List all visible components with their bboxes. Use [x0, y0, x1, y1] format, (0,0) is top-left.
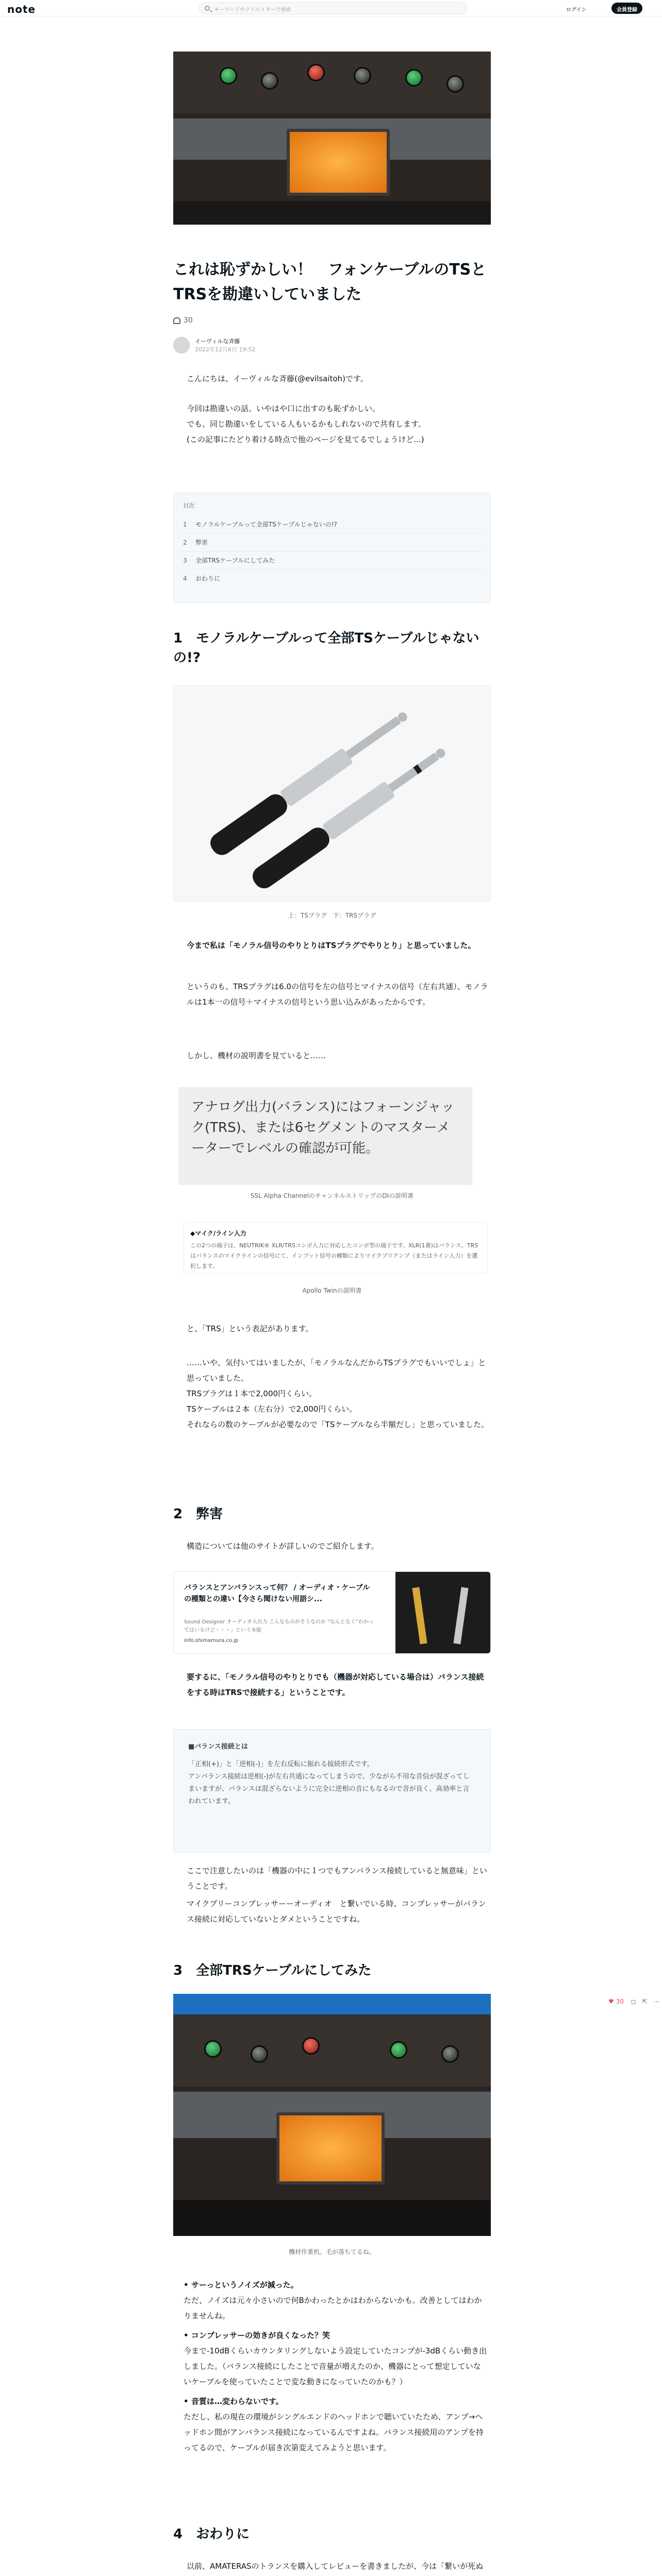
- list-item: • 音質は…変わらないです。 ただし、私の現在の環境がシングルエンドのヘッドホンで聴いていたため、アンプ→ヘッドホン間がアンバランス接続になっているんですよね。バランス接続用のアンプを持ってるので、ケーブルが届き次第変えてみようと思います。: [184, 2397, 484, 2452]
- balance-quote: ■バランス接続とは 「正相(+)」と「逆相(-)」を左右反転に振れる接続形式です。 アンバランス接続は逆相(-)が左右共通になってしまうので、少ながら不用な音信が混ざってしまいますが、バランスは混ざらないように完全に逆相の音にもなるので音が良く、高効率と言われています。: [173, 1729, 491, 1853]
- sec1-para-4a: ……いや、気付いてはいましたが、「モノラルなんだからTSプラグでもいいでしょ」と思っていました。: [187, 1358, 486, 1383]
- article-title: これは恥ずかしい！ フォンケーブルのTSとTRSを勘違いしていました: [173, 261, 487, 303]
- desk-caption: 機材作業机。毛が落ちてるね。: [289, 2248, 375, 2256]
- sec4-para-1: 以前、AMATERASのトランスを購入してレビューを書きましたが、今は「繋いが死ぬ: [187, 2562, 484, 2571]
- result-list: [184, 2277, 488, 2455]
- toc-heading: 目次: [183, 502, 194, 509]
- toc-item[interactable]: 2 弊害: [183, 534, 481, 552]
- plug-caption: 上：TSプラグ 下：TRSプラグ: [288, 912, 376, 919]
- section-1-heading: 1 モノラルケーブルって全部TSケーブルじゃないの!?: [173, 631, 479, 666]
- section-2-heading: 2 弊害: [173, 1506, 223, 1522]
- section-3-heading: 3 全部TRSケーブルにしてみた: [173, 1963, 372, 1978]
- sec1-para-4c: TSケーブルは２本（左右分）で2,000円くらい。: [187, 1404, 357, 1414]
- like-button[interactable]: ♥ 30: [608, 1998, 624, 2005]
- sec1-para-1b: というのも、TRSプラグは6.0の信号を左の信号とマイナスの信号（左右共通）、モノラルは1本一の信号＋マイナスの信号という思い込みがあったからです。: [187, 982, 488, 1007]
- card-thumbnail: [395, 1572, 491, 1654]
- signup-button[interactable]: 会員登録: [611, 3, 642, 14]
- login-button[interactable]: ログイン: [566, 7, 587, 13]
- sec2-para-2: 要するに、「モノラル信号のやりとりでも（機器が対応している場合は）バランス接続をする時はTRSで接続する」ということです。: [187, 1672, 484, 1697]
- site-header: [0, 0, 662, 16]
- author-info[interactable]: [173, 335, 379, 355]
- list-item: • サーっというノイズが減った。 ただ、ノイズは元々小さいので何Bかわったとかはわからないかも。改善としてはわかりませんね。: [184, 2280, 482, 2320]
- sec1-para-2: しかし、機材の説明書を見ていると……: [187, 1051, 326, 1060]
- intro-line-1: こんにちは、イーヴィルな斉藤(@evilsaitoh)です。: [187, 374, 368, 383]
- sec2-para-3b: マイクプリーコンプレッサーーオーディオ と繋いでいる時、コンプレッサーがバランス接続に対応していないとダメということですね。: [187, 1899, 486, 1924]
- hero-image: [173, 52, 491, 225]
- plug-photo: [174, 686, 490, 901]
- plug-image: [173, 685, 491, 902]
- intro-line-4: (この記事にたどり着ける時点で他のページを見てるでしょうけど...): [187, 435, 424, 444]
- apollo-caption: Apollo Twinの説明書: [302, 1287, 362, 1294]
- table-of-contents: [173, 493, 491, 603]
- author-name[interactable]: イーヴィルな斉藤: [195, 338, 240, 345]
- sec1-para-1a: 今まで私は「モノラル信号のやりとりはTSプラグでやりとり」と思っていました。: [187, 941, 476, 950]
- heart-icon: [173, 317, 180, 324]
- avatar[interactable]: [173, 337, 190, 353]
- toc-item[interactable]: 3 全部TRSケーブルにしてみた: [183, 552, 481, 570]
- ssl-manual-image: [178, 1087, 472, 1185]
- search-input[interactable]: キーワードやクリエイターで検索: [199, 2, 467, 14]
- ssl-caption: SSL Alpha ChannelのチャンネルストリップのDIの説明書: [250, 1192, 414, 1199]
- share-icon[interactable]: ⇱: [642, 1998, 648, 2005]
- intro-line-2: 今回は勘違いの話。いやはや口に出すのも恥ずかしい。: [187, 404, 380, 413]
- sec2-para-3a: ここで注意したいのは「機器の中に１つでもアンバランス接続していると無意味」ということです。: [187, 1866, 487, 1891]
- link-card-shimamura[interactable]: バランスとアンバランスって何？ / オーディオ・ケーブルの種類との違い【今さら聞けない用語シ... Sound Designer オーディオ入出力 こんなものがそうなのか "なんとなく”わかってはいるけど・・・」という本能 info.shimamura.co.jp: [173, 1571, 491, 1654]
- list-item: • コンプレッサーの効きが良くなった？笑 今まで-10dBくらいカウンタリングしないよう設定していたコンプが-3dBくらい動き出しました。（バランス接続にしたことで音量が増えたのか、機器にとって想定していないケーブルを使っていたことで変な動きになっていたのかも？）: [184, 2331, 487, 2386]
- intro-line-3: でも、同じ勘違いをしている人もいるかもしれないので共有します。: [187, 419, 426, 429]
- desk-image: [173, 1994, 491, 2236]
- toc-item[interactable]: 4 おわりに: [183, 575, 221, 582]
- section-4-heading: 4 おわりに: [173, 2527, 250, 2542]
- sec1-para-4b: TRSプラグは１本で2,000円くらい。: [187, 1389, 317, 1398]
- sec1-para-4d: それならの数のケーブルが必要なので「TSケーブルなら半額だし」と思っていました。: [187, 1420, 489, 1429]
- side-actions: [608, 1998, 660, 2013]
- note-logo[interactable]: note: [7, 3, 36, 15]
- ssl-manual-text: アナログ出力(バランス)にはフォーンジャック(TRS)、または6セグメントのマスターメーターでレベルの確認が可能。: [191, 1099, 455, 1156]
- post-date: 2022年12月6日 19:52: [195, 346, 256, 353]
- like-count[interactable]: 30: [173, 316, 193, 325]
- comment-icon[interactable]: ◻: [631, 1998, 636, 2005]
- sec2-para-1: 構造については他のサイトが詳しいのでご紹介します。: [187, 1541, 379, 1551]
- sec1-para-3: と、「TRS」という表記があります。: [187, 1324, 313, 1333]
- search-icon: [205, 6, 210, 11]
- toc-item[interactable]: 1 モノラルケーブルって全部TSケーブルじゃないの!?: [183, 516, 481, 534]
- more-icon[interactable]: ⋯: [653, 1998, 660, 2005]
- apollo-manual-image: ◆マイク/ライン入力 この2つの端子は、NEUTRIK® XLR/TRSコンボ入力に対応したコンボ型の端子です。XLR(1番)はバランス、TRSはバランスのマイクラインの信号にて、インプット信号の種類によりマイクプリアンプ（またはライン入力）を選択します。: [184, 1222, 488, 1274]
